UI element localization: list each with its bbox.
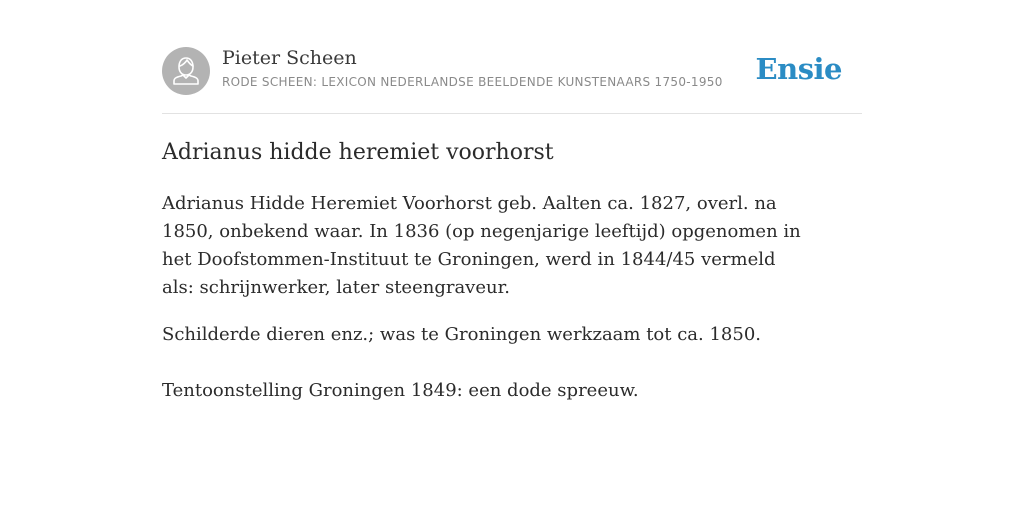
source-title[interactable]: RODE SCHEEN: LEXICON NEDERLANDSE BEELDENDE KUNSTENAARS 1750-1950 [222, 75, 723, 89]
paragraph-work: Schilderde dieren enz.; was te Groningen werkzaam tot ca. 1850. [162, 324, 762, 345]
entry-card [162, 0, 862, 512]
paragraph-biography: Adrianus Hidde Heremiet Voorhorst geb. Aalten ca. 1827, overl. na 1850, onbekend waar. In 1836 (op negenjarige leeftijd) opgenomen in het Doofstommen-Instituut te Groningen, werd in 1844/45 vermeld als: schrijnwerker, later steengraveur. [162, 193, 801, 298]
user-icon[interactable] [162, 47, 210, 95]
paragraph-exhibition: Tentoonstelling Groningen 1849: een dode spreeuw. [162, 380, 639, 401]
entry-header [162, 47, 862, 113]
author-name[interactable]: Pieter Scheen [222, 47, 357, 69]
ensie-logo[interactable]: Ensie [755, 52, 842, 86]
header-divider [162, 113, 862, 114]
page-title: Adrianus hidde heremiet voorhorst [162, 140, 554, 165]
